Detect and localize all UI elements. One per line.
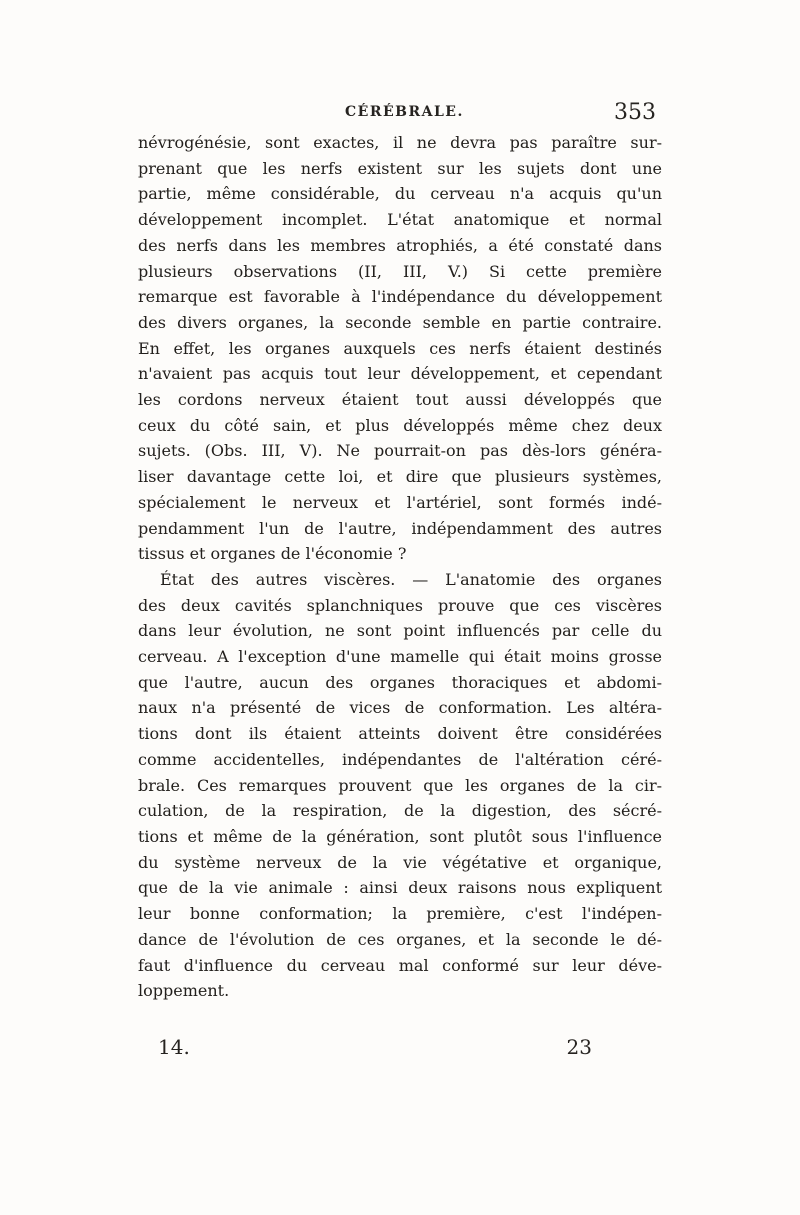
text-line: liser davantage cette loi, et dire que plusieurs systèmes, (138, 467, 662, 487)
text-line: cerveau. A l'exception d'une mamelle qui était moins grosse (138, 647, 662, 667)
text-line: développement incomplet. L'état anatomique et normal (138, 210, 662, 230)
text-line: les cordons nerveux étaient tout aussi développés que (138, 390, 662, 410)
page-footer (140, 1035, 660, 1065)
text-line: faut d'influence du cerveau mal conformé sur leur déve- (138, 955, 662, 975)
text-line: dance de l'évolution de ces organes, et la seconde le dé- (138, 929, 662, 949)
text-line: tions et même de la génération, sont plutôt sous l'influence (138, 826, 662, 846)
text-line: naux n'a présenté de vices de conformation. Les altéra- (138, 698, 662, 718)
text-line: n'avaient pas acquis tout leur développement, et cependant (138, 364, 662, 384)
paragraph-end-line: loppement. (138, 981, 230, 1001)
text-line: comme accidentelles, indépendantes de l'altération céré- (138, 749, 662, 769)
text-line: pendamment l'un de l'autre, indépendamment des autres (138, 518, 662, 538)
text-line: tions dont ils étaient atteints doivent être considérées (138, 724, 662, 744)
text-line: En effet, les organes auxquels ces nerfs étaient destinés (138, 338, 662, 358)
signature-mark: 14. (158, 1035, 190, 1059)
text-line: du système nerveux de la vie végétative et organique, (138, 852, 662, 872)
text-line: spécialement le nerveux et l'artériel, sont formés indé- (138, 492, 662, 512)
text-line: culation, de la respiration, de la digestion, des sécré- (138, 801, 662, 821)
text-line: plusieurs observations (II, III, V.) Si cette première (138, 261, 662, 281)
page-header (140, 100, 660, 130)
page-number: 353 (614, 100, 656, 125)
paragraph-end-line: tissus et organes de l'économie ? (138, 544, 407, 564)
text-line: leur bonne conformation; la première, c'est l'indépen- (138, 904, 662, 924)
text-line: partie, même considérable, du cerveau n'a acquis qu'un (138, 184, 662, 204)
text-line: que l'autre, aucun des organes thoraciques et abdomi- (138, 672, 662, 692)
text-line: prenant que les nerfs existent sur les sujets dont une (138, 158, 662, 178)
signature-page-number: 23 (566, 1035, 592, 1059)
text-line: des nerfs dans les membres atrophiés, a été constaté dans (138, 235, 662, 255)
text-line: dans leur évolution, ne sont point influencés par celle du (138, 621, 662, 641)
text-line: des divers organes, la seconde semble en partie contraire. (138, 312, 662, 332)
text-line: remarque est favorable à l'indépendance du développement (138, 287, 662, 307)
text-line: brale. Ces remarques prouvent que les organes de la cir- (138, 775, 662, 795)
text-line: sujets. (Obs. III, V). Ne pourrait-on pas dès-lors généra- (138, 441, 662, 461)
text-line: des deux cavités splanchniques prouve que ces viscères (138, 595, 662, 615)
running-title: CÉRÉBRALE. (345, 104, 464, 120)
text-line: ceux du côté sain, et plus développés même chez deux (138, 415, 662, 435)
text-line: névrogénésie, sont exactes, il ne devra pas paraître sur- (138, 133, 662, 152)
section-heading-line: État des autres viscères. — L'anatomie des organes (160, 569, 662, 589)
text-line: que de la vie animale : ainsi deux raisons nous expliquent (138, 878, 662, 898)
body-text (138, 130, 662, 1004)
